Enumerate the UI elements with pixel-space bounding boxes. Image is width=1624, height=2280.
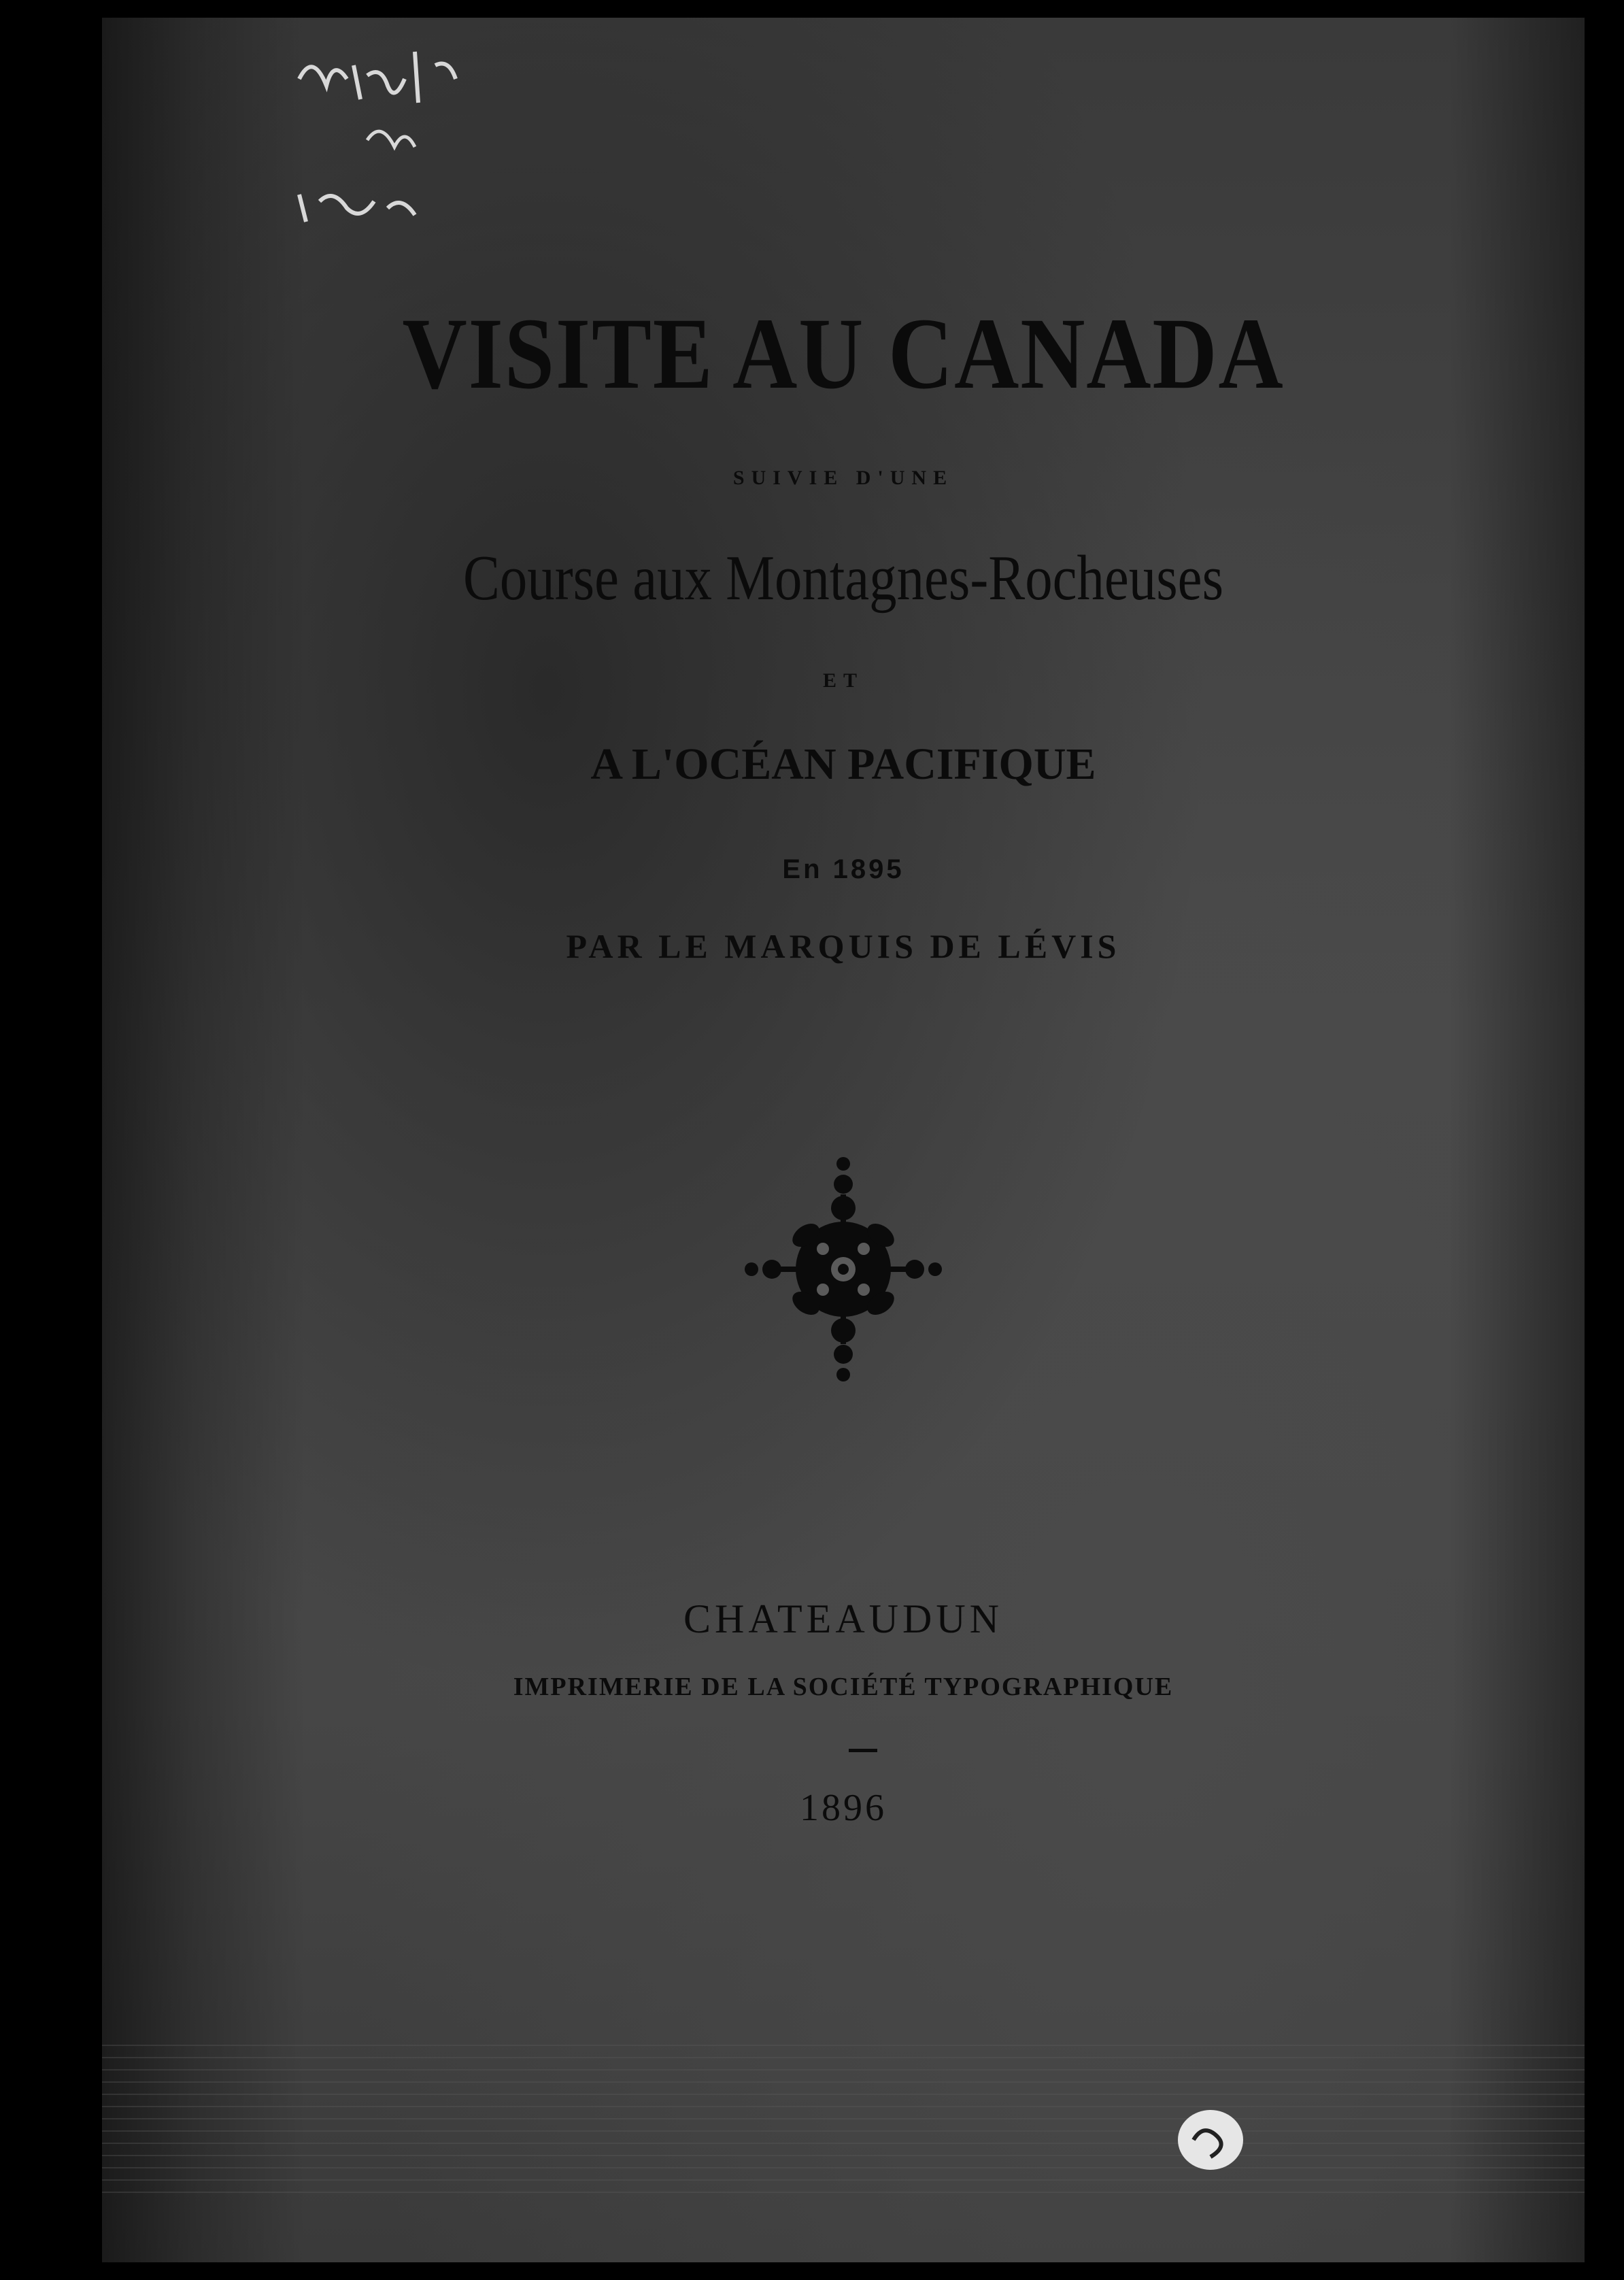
divider (849, 1749, 877, 1752)
library-stamp (1170, 2099, 1251, 2181)
subtitle-course: Course aux Montagnes-Rocheuses (462, 543, 1224, 614)
title: VISITE AU CANADA (402, 297, 1285, 410)
ornament-icon (734, 1147, 952, 1392)
subtitle-suivie: SUIVIE D'UNE (732, 467, 954, 489)
paper-texture-lines (102, 2045, 1585, 2194)
author: PAR LE MARQUIS DE LÉVIS (566, 927, 1121, 965)
handwritten-shelfmark (286, 38, 517, 235)
book-cover (102, 18, 1585, 2262)
year-line: En 1895 (782, 854, 904, 884)
connector-et: ET (822, 669, 864, 692)
subtitle-ocean: A L'OCÉAN PACIFIQUE (590, 739, 1096, 789)
printer: IMPRIMERIE DE LA SOCIÉTÉ TYPOGRAPHIQUE (513, 1673, 1174, 1701)
publication-place: CHATEAUDUN (683, 1596, 1003, 1641)
publication-date: 1896 (800, 1787, 887, 1829)
